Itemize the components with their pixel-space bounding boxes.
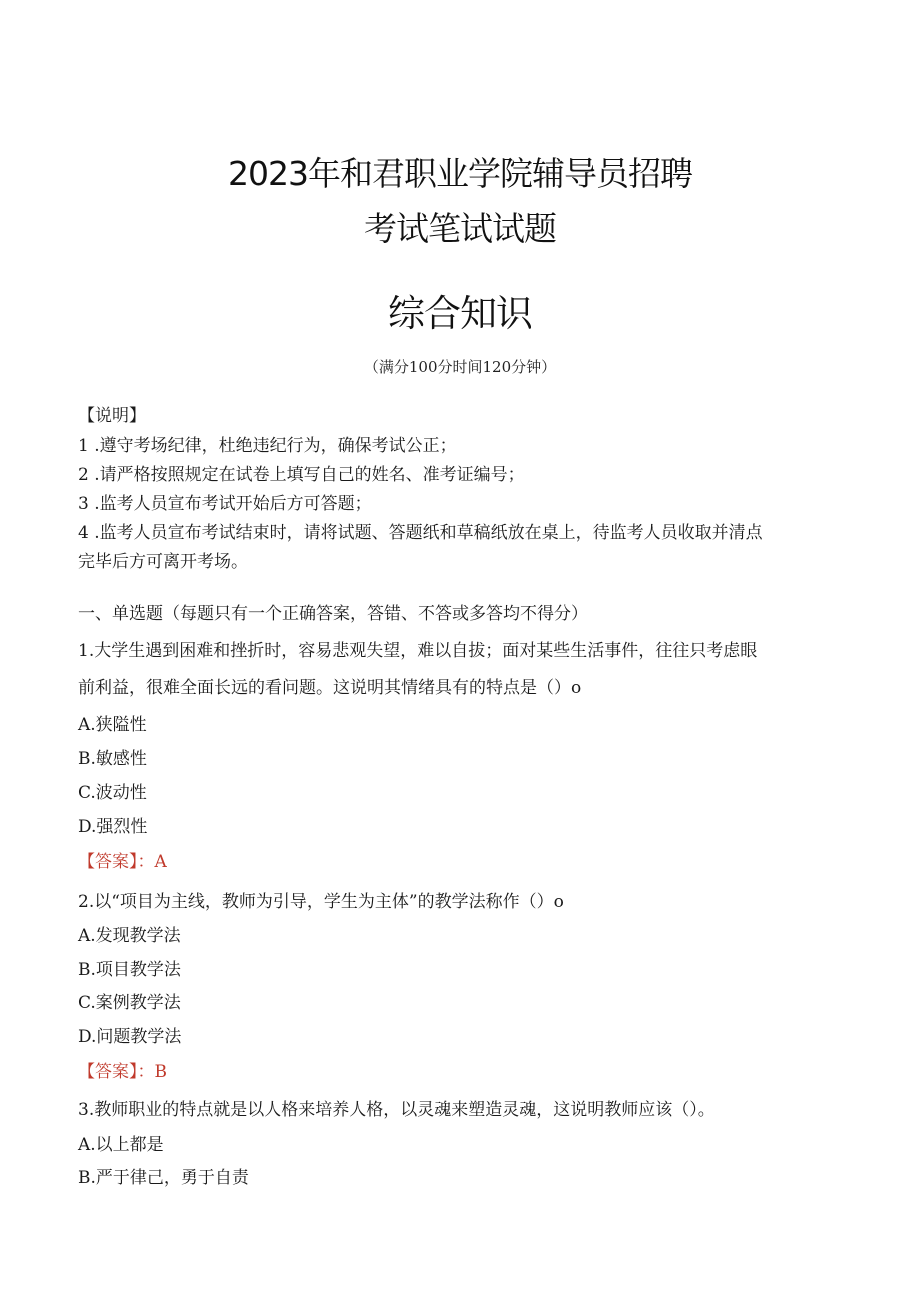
instruction-item: 4 .监考人员宣布考试结束时，请将试题、答题纸和草稿纸放在桌上，待监考人员收取并清点 xyxy=(78,523,763,543)
option-c: C.案例教学法 xyxy=(78,993,181,1013)
instructions-heading: 【说明】 xyxy=(78,406,146,426)
option-a: A.以上都是 xyxy=(78,1135,164,1155)
option-c: C.波动性 xyxy=(78,783,147,803)
option-a: A.发现教学法 xyxy=(78,926,181,946)
option-b: B.敏感性 xyxy=(78,749,147,769)
instruction-item: 3 .监考人员宣布考试开始后方可答题； xyxy=(78,494,372,514)
instruction-item: 完毕后方可离开考场。 xyxy=(78,552,248,572)
option-d: D.强烈性 xyxy=(78,817,148,837)
question-stem: 2.以“项目为主线，教师为引导，学生为主体”的教学法称作（）o xyxy=(78,892,564,912)
question-stem: 3.教师职业的特点就是以人格来培养人格，以灵魂来塑造灵魂，这说明教师应该（）。 xyxy=(78,1100,715,1120)
option-a: A.狭隘性 xyxy=(78,715,147,735)
title-subject: 综合知识 xyxy=(388,292,532,335)
section-heading: 一、单选题（每题只有一个正确答案，答错、不答或多答均不得分） xyxy=(78,604,588,624)
answer-label: 【答案】： xyxy=(78,1062,155,1082)
answer-value: B xyxy=(154,1062,167,1082)
score-time-note: （满分100分时间120分钟） xyxy=(363,358,557,376)
question-stem: 1.大学生遇到困难和挫折时，容易悲观失望，难以自拔；面对某些生活事件，往往只考虑眼 xyxy=(78,641,758,661)
instruction-item: 2 .请严格按照规定在试卷上填写自己的姓名、准考证编号； xyxy=(78,465,525,485)
instruction-item: 1 .遵守考场纪律，杜绝违纪行为，确保考试公正； xyxy=(78,436,457,456)
answer-label: 【答案】： xyxy=(78,852,155,872)
answer-line xyxy=(78,850,167,874)
option-b: B.严于律己，勇于自责 xyxy=(78,1168,249,1188)
answer-line xyxy=(78,1060,167,1084)
question-stem: 前利益，很难全面长远的看问题。这说明其情绪具有的特点是（）o xyxy=(78,678,582,698)
answer-value: A xyxy=(154,852,167,872)
option-d: D.问题教学法 xyxy=(78,1027,182,1047)
title-line-2: 考试笔试试题 xyxy=(364,209,556,248)
title-line-1: 2023年和君职业学院辅导员招聘 xyxy=(228,154,692,193)
option-b: B.项目教学法 xyxy=(78,960,181,980)
